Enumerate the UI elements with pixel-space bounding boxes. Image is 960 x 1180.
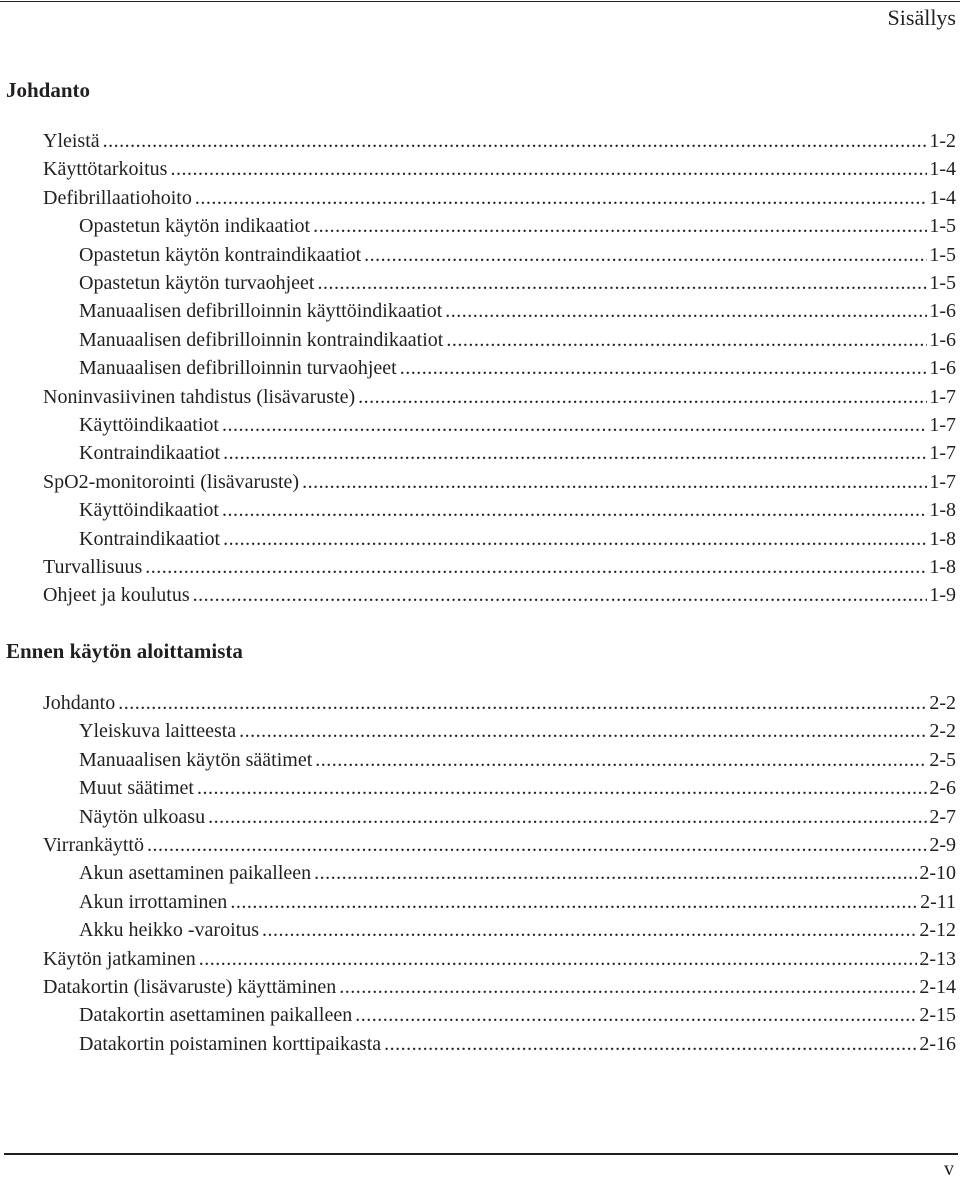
toc-dot-leader xyxy=(197,775,927,801)
toc-entry[interactable] xyxy=(79,440,956,466)
toc-entry[interactable] xyxy=(79,718,956,744)
toc-entry[interactable] xyxy=(79,804,956,830)
toc-dot-leader xyxy=(170,156,927,182)
toc-dot-leader xyxy=(223,526,927,552)
toc-entry[interactable] xyxy=(79,860,956,886)
toc-entry-page: 1-6 xyxy=(929,328,956,351)
header-rule xyxy=(0,1,960,2)
toc-entry-page: 1-6 xyxy=(929,357,956,380)
toc-dot-leader xyxy=(222,412,927,438)
toc-entry-label: Ohjeet ja koulutus xyxy=(43,584,190,607)
toc-entry-label: Manuaalisen defibrilloinnin turvaohjeet xyxy=(79,357,397,380)
toc-entry-page: 2-6 xyxy=(929,777,956,800)
toc-entry[interactable] xyxy=(79,526,956,552)
toc-entry-page: 2-13 xyxy=(919,947,956,970)
toc-entry-page: 2-11 xyxy=(920,890,956,913)
toc-dot-leader xyxy=(208,804,927,830)
toc-entry-page: 1-7 xyxy=(929,442,956,465)
toc-dot-leader xyxy=(314,860,917,886)
toc-entry-page: 1-4 xyxy=(929,158,956,181)
toc-entry-page: 1-9 xyxy=(929,584,956,607)
toc-dot-leader xyxy=(147,832,927,858)
toc-dot-leader xyxy=(315,747,927,773)
toc-entry-label: Kontraindikaatiot xyxy=(79,527,221,550)
toc-entry-label: Akku heikko -varoitus xyxy=(79,919,259,942)
toc-entry-page: 2-5 xyxy=(929,748,956,771)
toc-entry-label: Näytön ulkoasu xyxy=(79,805,206,828)
toc-dot-leader xyxy=(384,1031,917,1057)
toc-entry-page: 1-2 xyxy=(929,130,956,152)
toc-entry-label: Käyttötarkoitus xyxy=(43,158,168,181)
toc-entry-page: 1-8 xyxy=(929,527,956,550)
toc-entry[interactable] xyxy=(79,242,956,268)
toc-dot-leader xyxy=(355,1002,917,1028)
toc-entry[interactable] xyxy=(79,327,956,353)
toc-entry-label: Turvallisuus xyxy=(43,556,143,578)
toc-entry-label: Datakortin (lisävaruste) käyttäminen xyxy=(43,976,337,998)
toc-entry-page: 1-5 xyxy=(929,243,956,266)
toc-entry-label: Akun irrottaminen xyxy=(79,890,228,913)
toc-dot-leader xyxy=(318,270,928,296)
footer-page-number: v xyxy=(944,1158,954,1180)
toc-entry-label: SpO2-monitorointi (lisävaruste) xyxy=(43,470,300,493)
toc-entry-label: Manuaalisen defibrilloinnin käyttöindikaatiot xyxy=(79,300,443,323)
toc-dot-leader xyxy=(193,582,928,608)
toc-entry-label: Akun asettaminen paikalleen xyxy=(79,862,312,885)
toc-dot-leader xyxy=(230,889,918,915)
toc-dot-leader xyxy=(400,355,928,381)
toc-entry-label: Yleistä xyxy=(43,130,100,152)
toc-entry[interactable] xyxy=(79,1031,956,1057)
page-header-title: Sisällys xyxy=(887,5,956,30)
toc-section-heading: Johdanto xyxy=(6,78,91,102)
toc-dot-leader xyxy=(145,554,927,580)
toc-entry-label: Datakortin poistaminen korttipaikasta xyxy=(79,1032,382,1055)
toc-entry-page: 2-2 xyxy=(929,692,956,714)
toc-entry[interactable] xyxy=(43,974,956,1000)
toc-entry-page: 2-7 xyxy=(929,805,956,828)
toc-entry-page: 2-10 xyxy=(919,862,956,885)
toc-entry-label: Virrankäyttö xyxy=(43,834,144,856)
toc-entry[interactable] xyxy=(79,355,956,381)
toc-entry-page: 1-5 xyxy=(929,272,956,294)
toc-entry[interactable] xyxy=(43,185,956,211)
toc-entry-label: Yleiskuva laitteesta xyxy=(79,720,237,743)
toc-entry-label: Opastetun käytön turvaohjeet xyxy=(79,272,315,294)
toc-entry-page: 1-5 xyxy=(929,215,956,238)
footer-rule xyxy=(4,1153,958,1155)
toc-entry-label: Defibrillaatiohoito xyxy=(43,186,192,209)
toc-entry-label: Opastetun käytön indikaatiot xyxy=(79,215,311,238)
toc-entry[interactable] xyxy=(79,889,956,915)
toc-entry-page: 1-8 xyxy=(929,499,956,522)
toc-dot-leader xyxy=(262,917,917,943)
toc-entry[interactable] xyxy=(43,946,956,972)
toc-entry-page: 2-12 xyxy=(919,919,956,942)
toc-entry-label: Käyttöindikaatiot xyxy=(79,499,219,522)
toc-entry-page: 2-15 xyxy=(919,1004,956,1027)
toc-entry-label: Noninvasiivinen tahdistus (lisävaruste) xyxy=(43,385,356,408)
toc-entry[interactable] xyxy=(79,412,956,438)
toc-entry[interactable] xyxy=(43,128,956,154)
toc-entry[interactable] xyxy=(79,775,956,801)
toc-dot-leader xyxy=(445,298,927,324)
toc-entry[interactable] xyxy=(43,690,956,716)
toc-entry-page: 1-7 xyxy=(929,470,956,493)
toc-entry[interactable] xyxy=(43,582,956,608)
toc-entry[interactable] xyxy=(43,156,956,182)
toc-entry[interactable] xyxy=(43,469,956,495)
toc-dot-leader xyxy=(222,497,927,523)
toc-entry[interactable] xyxy=(79,1002,956,1028)
toc-entry-page: 2-2 xyxy=(929,720,956,743)
toc-entry-label: Manuaalisen käytön säätimet xyxy=(79,748,313,771)
toc-entry[interactable] xyxy=(79,213,956,239)
toc-dot-leader xyxy=(199,946,918,972)
toc-entry-label: Datakortin asettaminen paikalleen xyxy=(79,1004,353,1027)
toc-entry-label: Käytön jatkaminen xyxy=(43,947,196,970)
toc-entry-page: 2-9 xyxy=(929,834,956,856)
toc-dot-leader xyxy=(195,185,927,211)
toc-entry[interactable] xyxy=(79,298,956,324)
toc-dot-leader xyxy=(446,327,927,353)
toc-entry-label: Muut säätimet xyxy=(79,777,194,800)
toc-entry[interactable] xyxy=(79,917,956,943)
toc-entry-page: 1-7 xyxy=(929,414,956,436)
toc-dot-leader xyxy=(364,242,927,268)
toc-entry-label: Käyttöindikaatiot xyxy=(79,414,219,436)
toc-entry-page: 1-6 xyxy=(929,300,956,323)
toc-dot-leader xyxy=(339,974,917,1000)
toc-entry-page: 1-4 xyxy=(929,186,956,209)
toc-dot-leader xyxy=(223,440,927,466)
toc-entry[interactable] xyxy=(43,832,956,858)
toc-entry[interactable] xyxy=(79,497,956,523)
toc-entry[interactable] xyxy=(79,747,956,773)
toc-dot-leader xyxy=(358,384,927,410)
toc-dot-leader xyxy=(313,213,927,239)
toc-entry[interactable] xyxy=(79,270,956,296)
toc-entry-page: 2-16 xyxy=(919,1032,956,1055)
toc-dot-leader xyxy=(239,718,927,744)
toc-section-heading: Ennen käytön aloittamista xyxy=(6,639,243,663)
toc-entry[interactable] xyxy=(43,554,956,580)
toc-entry[interactable] xyxy=(43,384,956,410)
toc-entry-label: Kontraindikaatiot xyxy=(79,442,221,465)
toc-dot-leader xyxy=(302,469,927,495)
toc-entry-page: 1-7 xyxy=(929,385,956,408)
toc-entry-page: 1-8 xyxy=(929,556,956,578)
toc-entry-label: Johdanto xyxy=(43,692,116,714)
toc-entry-page: 2-14 xyxy=(919,976,956,998)
toc-dot-leader xyxy=(103,128,928,154)
toc-entry-label: Manuaalisen defibrilloinnin kontraindikaatiot xyxy=(79,328,444,351)
toc-entry-label: Opastetun käytön kontraindikaatiot xyxy=(79,243,362,266)
toc-dot-leader xyxy=(118,690,927,716)
